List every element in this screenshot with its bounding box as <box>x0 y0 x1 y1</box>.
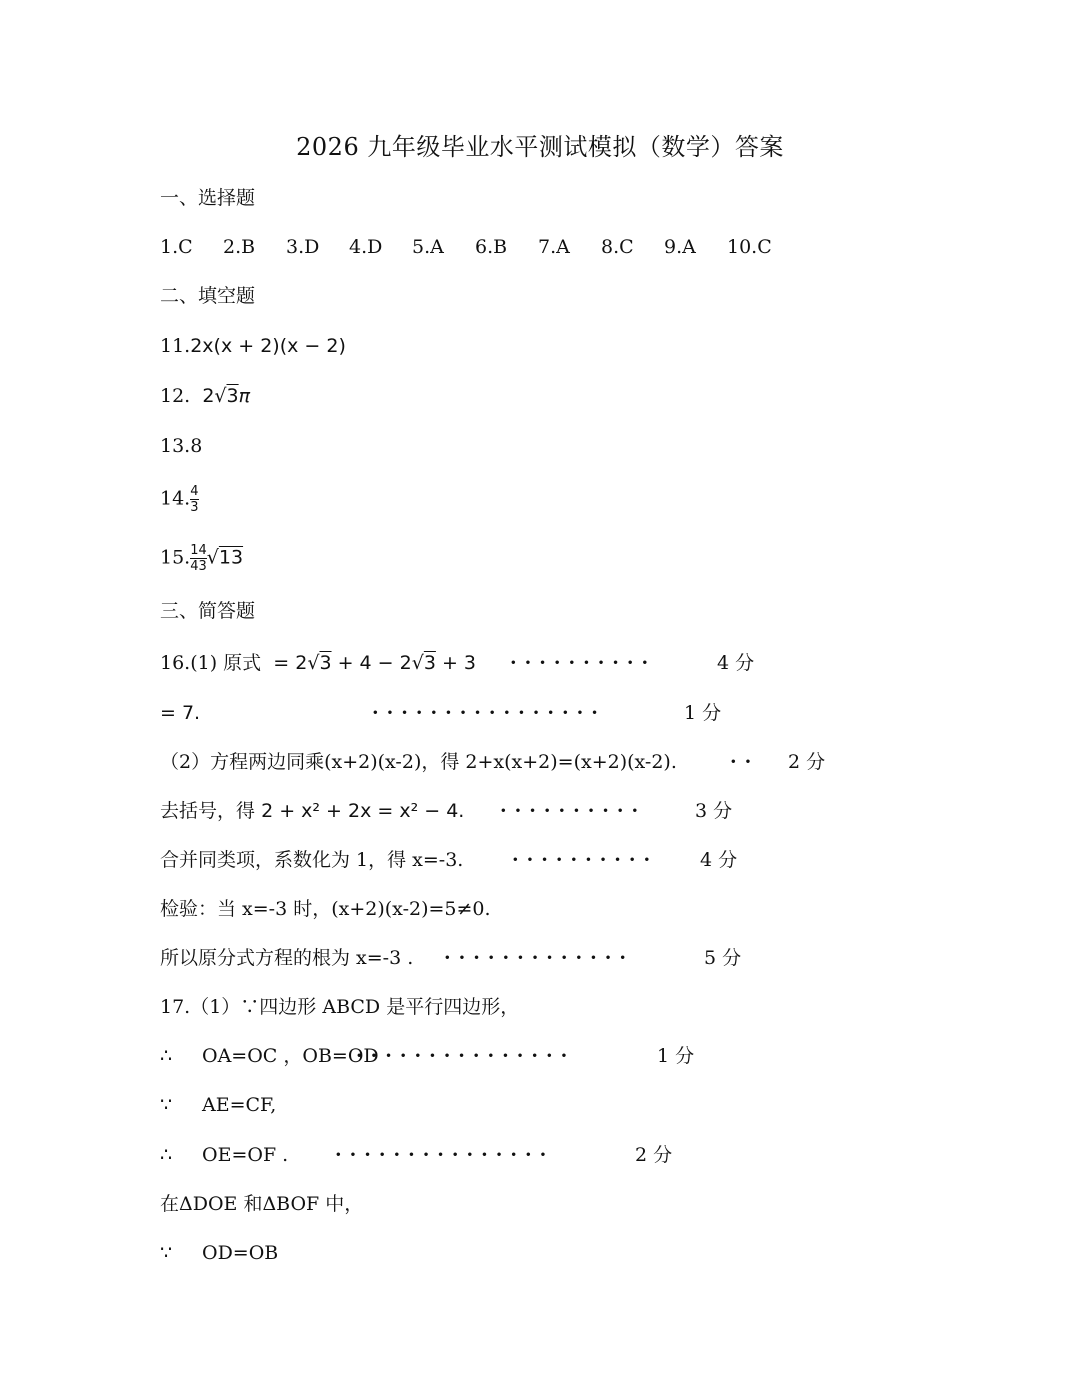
q16-line-6: 检验：当 x=-3 时，(x+2)(x-2)=5≠0. <box>160 898 491 920</box>
leader-dots: ············· <box>444 947 634 969</box>
radicand: 3 <box>423 652 436 674</box>
mc-answer: 3.D <box>286 236 320 258</box>
q17-line-5: 在ΔDOE 和ΔBOF 中， <box>160 1193 364 1215</box>
q16-line-1 <box>160 650 476 676</box>
score: 2 分 <box>635 1144 673 1166</box>
radical-sign: √ <box>206 546 219 569</box>
score: 5 分 <box>704 947 742 969</box>
leader-dots: ·· <box>730 751 760 773</box>
question-number: 14. <box>160 487 191 510</box>
mc-answer: 9.A <box>664 236 696 258</box>
q17-line-4 <box>160 1142 288 1168</box>
therefore-symbol: ∴ <box>160 1045 173 1067</box>
denominator: 3 <box>190 500 199 515</box>
mc-answer: 7.A <box>538 236 570 258</box>
statement: OA=OC ，OB=OD <box>202 1045 379 1067</box>
question-number: 11. <box>160 335 191 357</box>
radicand: 13 <box>218 546 244 569</box>
section-fill-blank: 二、填空题 <box>160 285 256 307</box>
score: 4 分 <box>700 849 738 871</box>
radical-sign: √ <box>214 385 227 407</box>
leader-dots: ·········· <box>510 652 657 674</box>
answer-15 <box>160 543 243 574</box>
score: 1 分 <box>657 1045 695 1067</box>
mc-answer: 4.D <box>349 236 383 258</box>
leader-dots: ·········· <box>512 849 659 871</box>
q16-line-3: （2）方程两边同乘(x+2)(x-2)，得 2+x(x+2)=(x+2)(x-2). <box>160 751 677 773</box>
radicand: 3 <box>319 652 332 674</box>
pi-symbol: π <box>238 385 251 407</box>
fraction <box>190 543 207 574</box>
because-symbol: ∵ <box>160 1094 173 1116</box>
radical-sign: √ <box>411 652 424 674</box>
q17-line-6 <box>160 1240 278 1266</box>
q16-line-2: = 7. <box>160 702 201 724</box>
mc-answer: 8.C <box>601 236 634 258</box>
q16-line-4 <box>160 798 464 824</box>
q16-label: 16.(1) 原式 <box>160 652 262 674</box>
score: 1 分 <box>684 702 722 724</box>
section-multiple-choice: 一、选择题 <box>160 187 256 209</box>
mc-answers-row <box>160 234 790 260</box>
statement: AE=CF, <box>202 1094 277 1116</box>
q17-line-3 <box>160 1092 276 1118</box>
mc-answer: 6.B <box>475 236 508 258</box>
answer-12 <box>160 383 250 409</box>
answer-14 <box>160 484 199 515</box>
because-symbol: ∵ <box>160 1242 173 1264</box>
question-number: 12. <box>160 385 191 407</box>
denominator: 43 <box>190 559 207 574</box>
expression-part: + 4 − 2 <box>331 652 412 674</box>
q17-line-2 <box>160 1043 379 1069</box>
score: 3 分 <box>695 800 733 822</box>
radical-sign: √ <box>307 652 320 674</box>
leader-dots: ··············· <box>335 1144 555 1166</box>
mc-answer: 5.A <box>412 236 444 258</box>
mc-answer: 1.C <box>160 236 193 258</box>
leader-dots: ················ <box>372 702 606 724</box>
answer-11 <box>160 333 346 359</box>
section-short-answer: 三、简答题 <box>160 600 256 622</box>
numerator: 14 <box>190 543 207 558</box>
question-number: 15. <box>160 546 191 569</box>
document-title: 2026 九年级毕业水平测试模拟（数学）答案 <box>296 133 784 161</box>
score: 4 分 <box>717 652 755 674</box>
mc-answer: 2.B <box>223 236 256 258</box>
numerator: 4 <box>190 484 199 499</box>
q16-line-5: 合并同类项，系数化为 1，得 x=-3. <box>160 849 464 871</box>
statement: OE=OF . <box>202 1144 289 1166</box>
answer-expression: 2x(x + 2)(x − 2) <box>190 335 346 357</box>
mc-answer: 10.C <box>727 236 772 258</box>
leader-dots: ·········· <box>500 800 647 822</box>
radicand: 3 <box>226 385 239 407</box>
therefore-symbol: ∴ <box>160 1144 173 1166</box>
answer-coefficient: 2 <box>202 385 215 407</box>
score: 2 分 <box>788 751 826 773</box>
leader-dots: ··············· <box>356 1045 576 1067</box>
expression-part: + 3 <box>435 652 477 674</box>
q16-line-7: 所以原分式方程的根为 x=-3 . <box>160 947 414 969</box>
expression: 2 + x² + 2x = x² − 4. <box>261 800 465 822</box>
statement: OD=OB <box>202 1242 279 1264</box>
q17-line-1: 17.（1）∵四边形 ABCD 是平行四边形， <box>160 996 520 1018</box>
expression-part: = 2 <box>273 652 308 674</box>
text: 去括号，得 <box>160 800 256 822</box>
fraction <box>190 484 198 515</box>
answer-13: 13.8 <box>160 435 203 457</box>
